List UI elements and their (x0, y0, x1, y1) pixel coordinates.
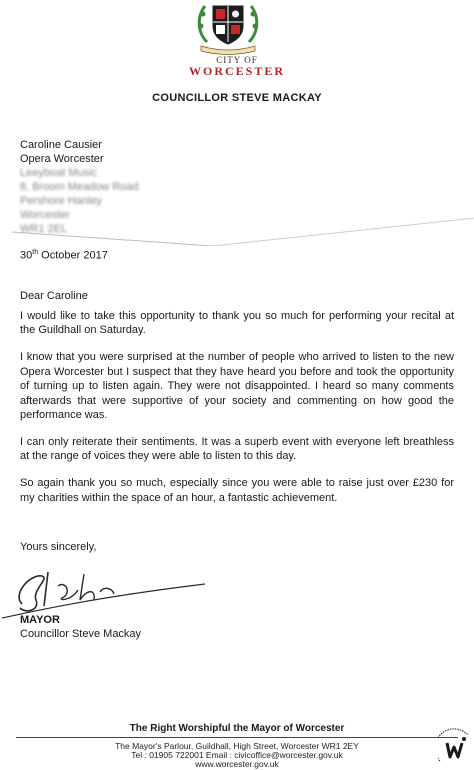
closing: Yours sincerely, (20, 541, 97, 553)
address-line: WR1 2EL (20, 223, 68, 235)
paragraph: I know that you were surprised at the number of people who arrived to listen to the new Opera Worcester but I suspect that they have heard you before and took the opportunity of turning up to listen again. They were not disappointed. I heard so many comments afterwards that were supportive of your society and commenting on how good the performance was. (20, 351, 454, 421)
paragraph: I can only reiterate their sentiments. It was a superb event with everyone left breathless at the range of voices they were able to listen to this day. (20, 435, 454, 463)
footer-contact: Tel : 01905 722001 Email : civicoffice@worcester.gov.uk (131, 750, 343, 760)
paragraph: I would like to take this opportunity to thank you so much for performing your recital at the Guildhall on Saturday. (20, 310, 454, 337)
signatory-name: Councillor Steve Mackay (20, 628, 142, 640)
signatory-title: MAYOR (20, 614, 60, 626)
paragraph: So again thank you so much, especially since you were able to raise just over £230 for my charities within the space of an hour, a fantastic achievement. (20, 477, 454, 504)
disability-confident-badge-icon (438, 727, 470, 767)
city-name: WORCESTER (188, 64, 286, 78)
recipient-organisation: Opera Worcester (20, 153, 104, 165)
envelope-flap-overlay (12, 162, 474, 246)
footer-divider (16, 737, 458, 738)
address-line: Worcester (20, 209, 70, 221)
letter-date: 30th October 2017 (20, 249, 108, 262)
footer-address: The Mayor's Parlour, Guildhall, High Street, Worcester WR1 2EY (115, 741, 359, 751)
recipient-name: Caroline Causier (20, 139, 102, 151)
address-line: Pershore Hanley (20, 195, 102, 207)
address-line: Leeyboat Music (20, 167, 98, 179)
footer-website: www.worcester.gov.uk (195, 759, 279, 769)
city-crest-logo (193, 2, 263, 56)
city-of-label: CITY OF (216, 55, 258, 65)
address-line: 8, Broom Meadow Road (20, 181, 139, 193)
councillor-heading: COUNCILLOR STEVE MACKAY (152, 92, 322, 104)
letter-body (20, 309, 454, 517)
footer-title: The Right Worshipful the Mayor of Worcester (129, 723, 345, 734)
salutation: Dear Caroline (20, 290, 88, 302)
